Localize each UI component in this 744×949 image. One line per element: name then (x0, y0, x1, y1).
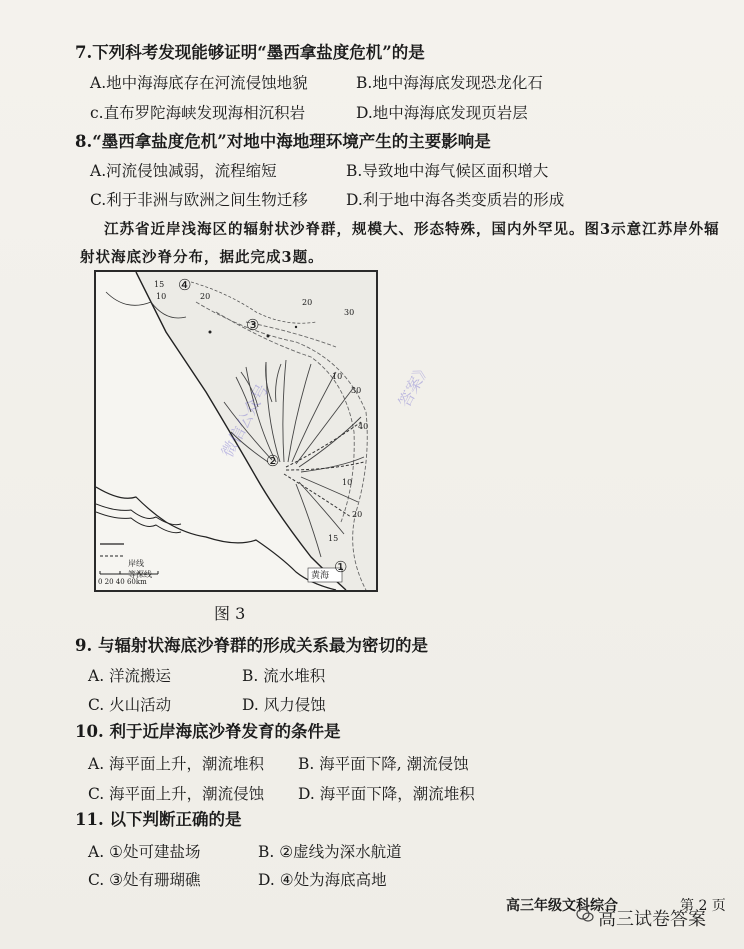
footer-subject: 高三年级文科综合 (506, 898, 618, 914)
depth-label: 40 (358, 422, 369, 431)
depth-label: 10 (342, 478, 353, 487)
q7-option-b: B.地中海海底发现恐龙化石 (356, 74, 543, 92)
depth-label: 20 (200, 292, 211, 301)
marker-3: ③ (246, 316, 260, 334)
legend-scale-label: 0 20 40 60km (98, 578, 147, 586)
question-10-stem: 10. 利于近岸海底沙脊发育的条件是 (75, 722, 341, 741)
q7-option-d: D.地中海海底发现页岩层 (356, 104, 528, 122)
q7-option-a: A.地中海海底存在河流侵蚀地貌 (90, 74, 308, 92)
q9-option-c: C. 火山活动 (88, 696, 172, 714)
intro-line-1: 江苏省近岸浅海区的辐射状沙脊群，规模大、形态特殊，国内外罕见。图3示意江苏岸外辐 (104, 221, 720, 238)
q9-option-d: D. 风力侵蚀 (242, 696, 326, 714)
question-9-stem: 9. 与辐射状海底沙脊群的形成关系最为密切的是 (75, 636, 428, 655)
q11-option-b: B. ②虚线为深水航道 (258, 843, 402, 861)
q11-option-d: D. ④处为海底高地 (258, 871, 387, 889)
wechat-icon (576, 906, 594, 924)
q10-option-b: B. 海平面下降, 潮流侵蚀 (298, 755, 469, 773)
figure-caption: 图 3 (214, 604, 246, 623)
depth-label: 15 (154, 280, 165, 289)
q8-option-a: A.河流侵蚀减弱，流程缩短 (90, 162, 277, 180)
marker-1: ① (334, 558, 348, 576)
marker-2: ② (266, 452, 280, 470)
q10-option-a: A. 海平面上升，潮流堆积 (88, 755, 265, 773)
diagonal-watermark-2: 答案》 (394, 359, 434, 411)
depth-label: 30 (351, 386, 362, 395)
legend-coast-label: 岸线 (128, 559, 144, 568)
q11-option-a: A. ①处可建盐场 (88, 843, 201, 861)
q8-option-b: B.导致地中海气候区面积增大 (346, 162, 549, 180)
q8-option-d: D.利于地中海各类变质岩的形成 (346, 191, 565, 209)
q10-option-d: D. 海平面下降，潮流堆积 (298, 785, 475, 803)
depth-label: 10 (332, 372, 343, 381)
q10-option-c: C. 海平面上升，潮流侵蚀 (88, 785, 265, 803)
place-label: 黄海 (311, 571, 330, 581)
q7-option-c: c.直布罗陀海峡发现海相沉积岩 (90, 104, 306, 122)
legend-contour-label: 等深线 (128, 570, 152, 579)
footer-page-number: 第 2 页 (680, 898, 726, 914)
depth-label: 20 (302, 298, 313, 307)
q11-option-c: C. ③处有珊瑚礁 (88, 871, 201, 889)
depth-label: 10 (156, 292, 167, 301)
question-8-stem: 8.“墨西拿盐度危机”对地中海地理环境产生的主要影响是 (75, 132, 491, 151)
question-7-stem: 7.下列科考发现能够证明“墨西拿盐度危机”的是 (75, 43, 425, 62)
question-11-stem: 11. 以下判断正确的是 (75, 810, 242, 829)
diagonal-watermark: 微信公众号 (217, 380, 272, 461)
intro-line-2: 射状海底沙脊分布，据此完成3题。 (80, 249, 324, 266)
depth-label: 30 (344, 308, 355, 317)
depth-label: 20 (352, 510, 363, 519)
depth-label: 15 (328, 534, 339, 543)
q9-option-b: B. 流水堆积 (242, 667, 326, 685)
q9-option-a: A. 洋流搬运 (88, 667, 172, 685)
marker-4: ④ (178, 276, 192, 294)
account-watermark: 高三试卷答案 (598, 909, 706, 930)
q8-option-c: C.利于非洲与欧洲之间生物迁移 (90, 191, 308, 209)
